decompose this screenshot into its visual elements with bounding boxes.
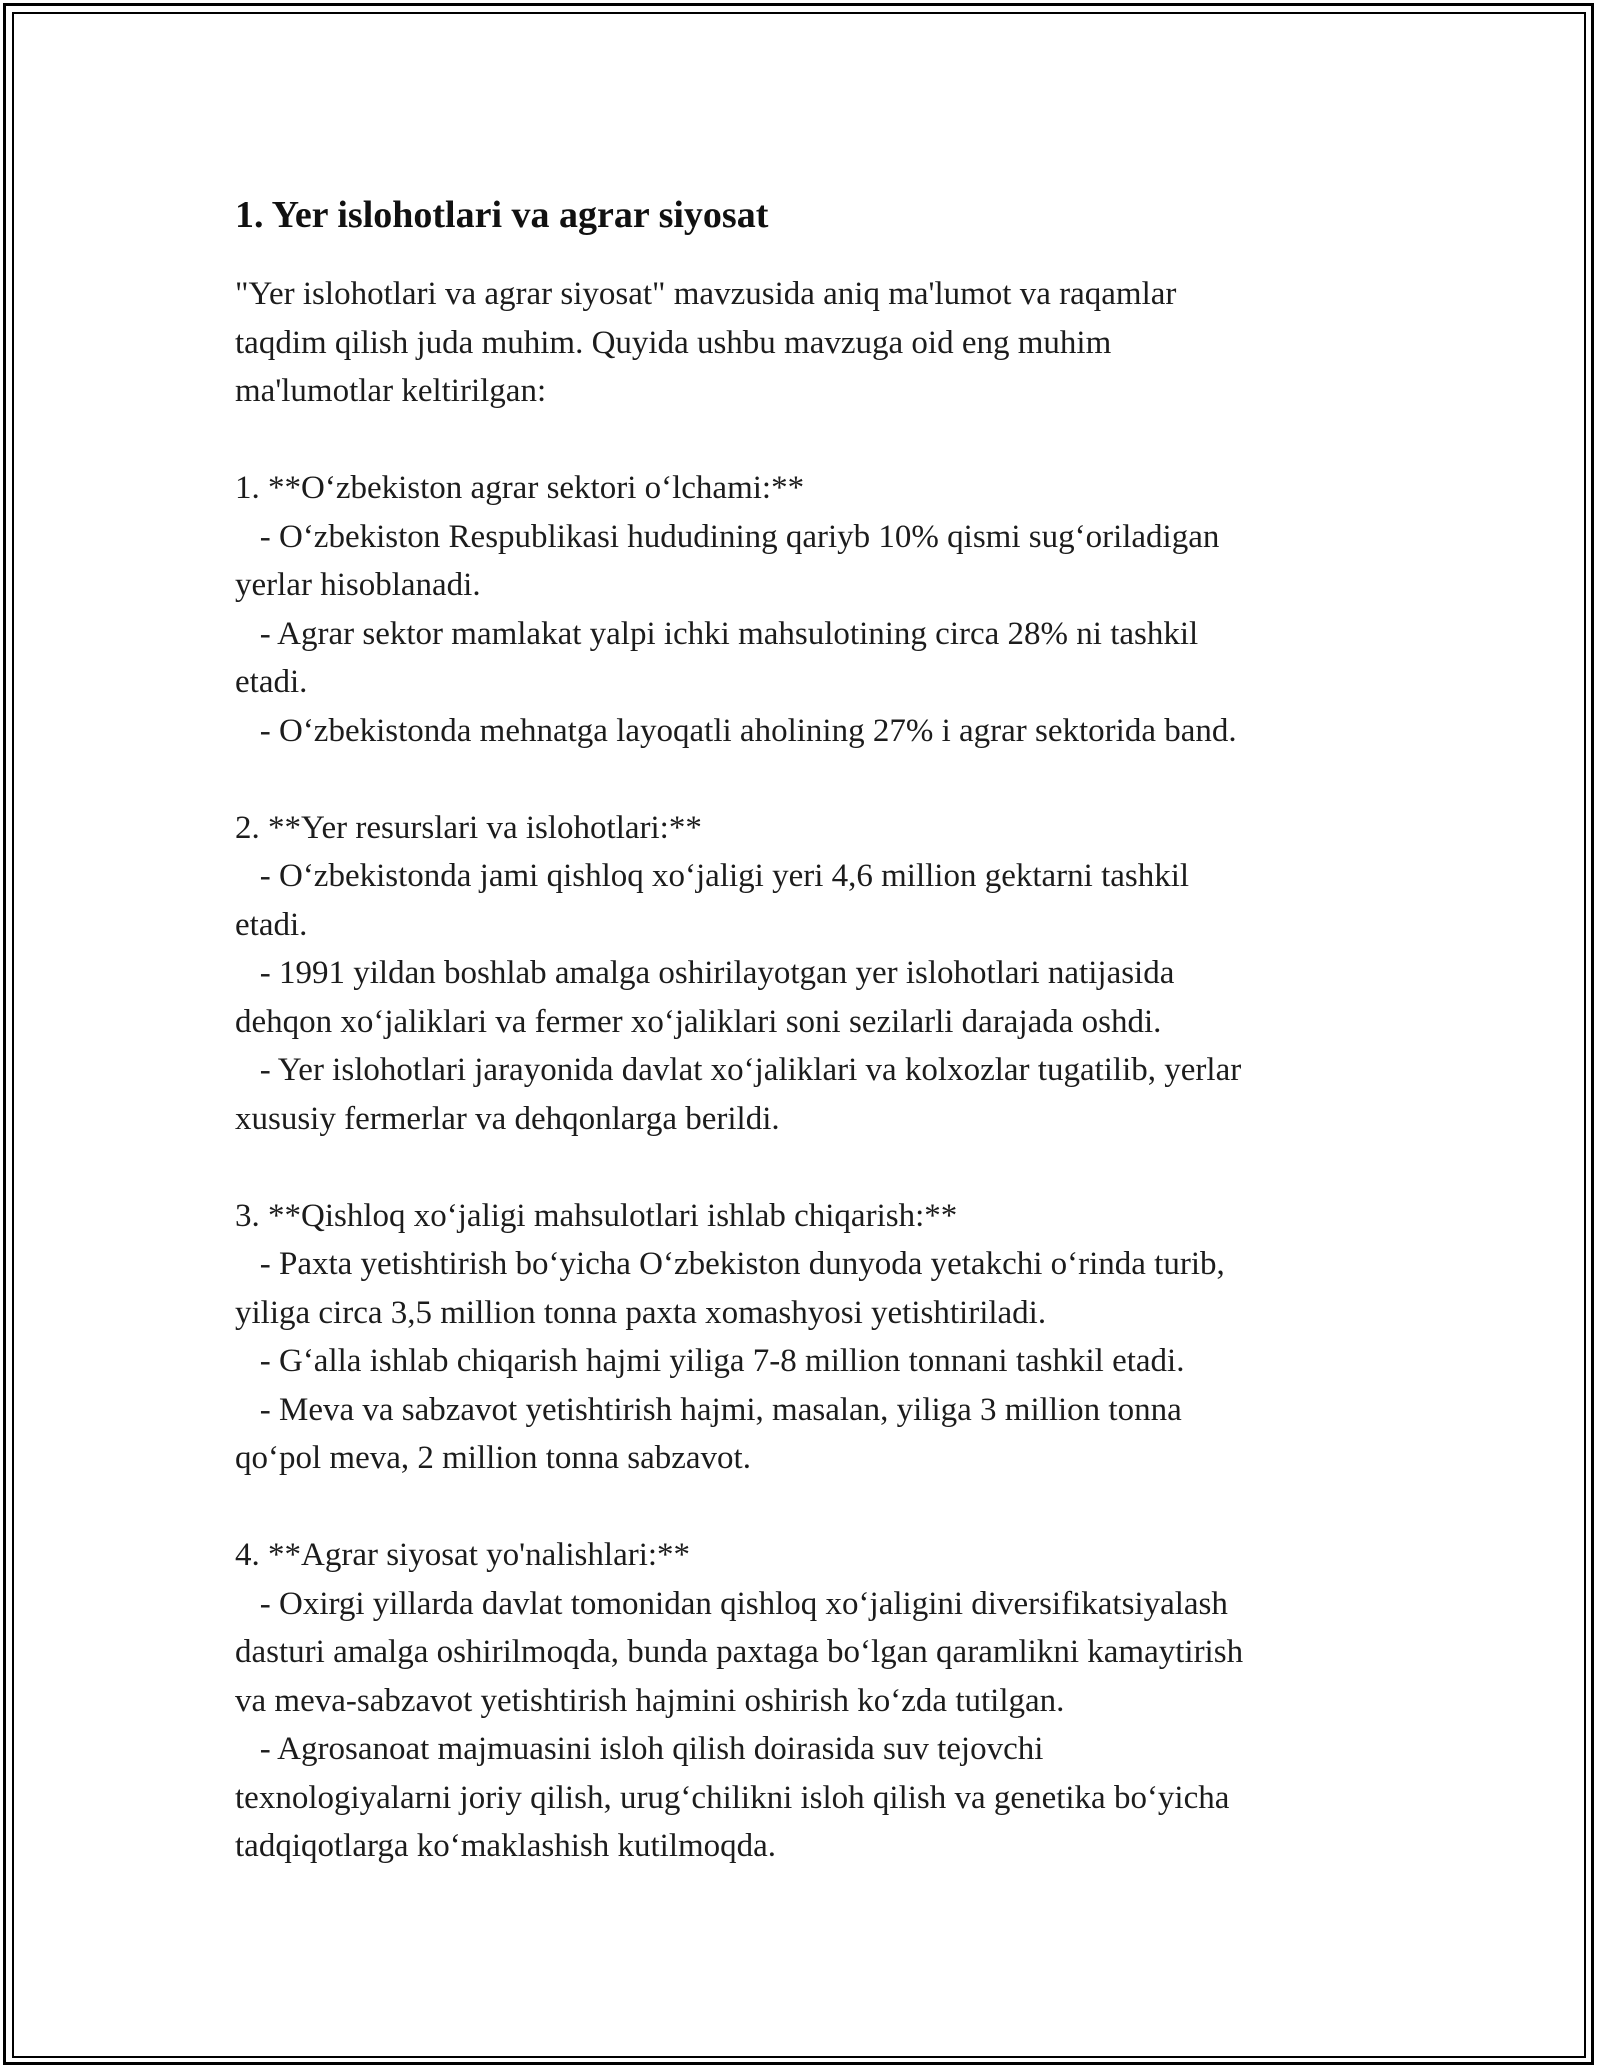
- document-title: 1. Yer islohotlari va agrar siyosat: [235, 194, 769, 236]
- document-body: "Yer islohotlari va agrar siyosat" mavzusida aniq ma'lumot va raqamlar taqdim qilish juda muhim. Quyida ushbu mavzuga oid eng muhim ma'lumotlar keltirilgan: 1. **Oʻzbekiston agrar sektori oʻlchami:** - Oʻzbekiston Respublikasi hududining qariyb 10% qismi sugʻoriladigan yerlar hisoblanadi. - Agrar sektor mamlakat yalpi ichki mahsulotining circa 28% ni tashkil etadi. - Oʻzbekistonda mehnatga layoqatli aholining 27% i agrar sektorida band. 2. **Yer resurslari va islohotlari:** - Oʻzbekistonda jami qishloq xoʻjaligi yeri 4,6 million gektarni tashkil etadi. - 1991 yildan boshlab amalga oshirilayotgan yer islohotlari natijasida dehqon xoʻjaliklari va fermer xoʻjaliklari soni sezilarli darajada oshdi. - Yer islohotlari jarayonida davlat xoʻjaliklari va kolxozlar tugatilib, yerlar xususiy fermerlar va dehqonlarga berildi. 3. **Qishloq xoʻjaligi mahsulotlari ishlab chiqarish:** - Paxta yetishtirish boʻyicha Oʻzbekiston dunyoda yetakchi oʻrinda turib, yiliga circa 3,5 million tonna paxta xomashyosi yetishtiriladi. - Gʻalla ishlab chiqarish hajmi yiliga 7-8 million tonnani tashkil etadi. - Meva va sabzavot yetishtirish hajmi, masalan, yiliga 3 million tonna qoʻpol meva, 2 million tonna sabzavot. 4. **Agrar siyosat yo'nalishlari:** - Oxirgi yillarda davlat tomonidan qishloq xoʻjaligini diversifikatsiyalash dasturi amalga oshirilmoqda, bunda paxtaga boʻlgan qaramlikni kamaytirish va meva-sabzavot yetishtirish hajmini oshirish koʻzda tutilgan. - Agrosanoat majmuasini isloh qilish doirasida suv tejovchi texnologiyalarni joriy qilish, urugʻchilikni isloh qilish va genetika boʻyicha tadqiqotlarga koʻmaklashish kutilmoqda.: [235, 276, 1244, 1864]
- document-content: [235, 190, 1385, 1871]
